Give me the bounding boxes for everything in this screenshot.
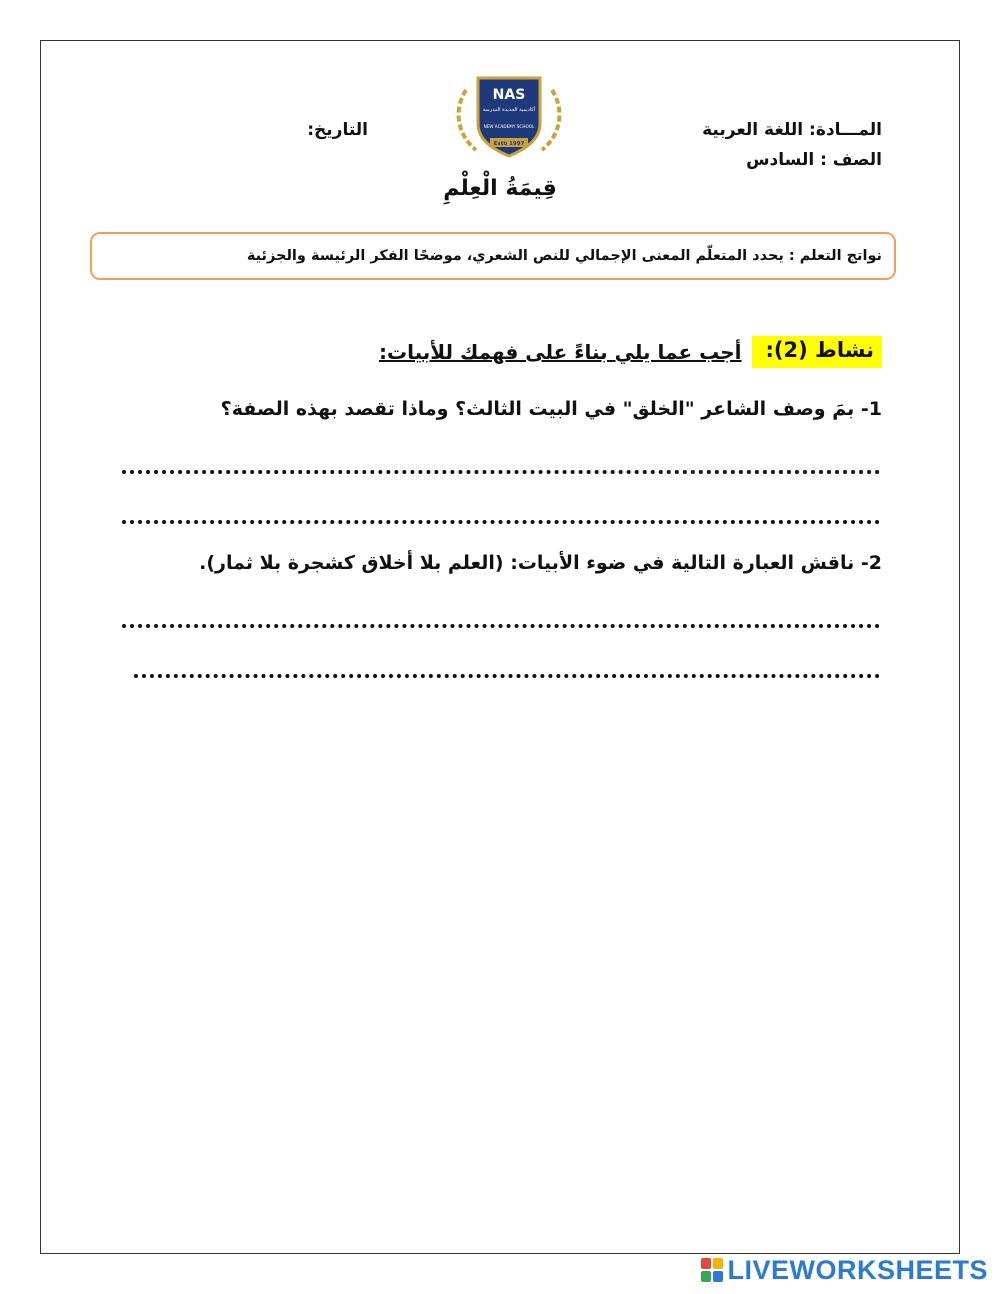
answer-line-1a[interactable] (122, 470, 880, 474)
liveworksheets-brand (701, 1254, 988, 1286)
question-1: 1- بمَ وصف الشاعر "الخلق" في البيت الثالث؟ وماذا تقصد بهذه الصفة؟ (220, 398, 882, 420)
answer-line-2b[interactable] (134, 674, 880, 678)
activity-instruction: أجب عما يلي بناءً على فهمك للأبيات: (379, 340, 742, 364)
activity-label: نشاط (2): (752, 336, 882, 368)
activity-heading (379, 336, 882, 368)
learning-outcomes-box (90, 232, 896, 280)
liveworksheets-text: LIVEWORKSHEETS (727, 1254, 988, 1285)
logo-est: Estb 1997 (493, 141, 525, 147)
logo-name: NAS (492, 87, 526, 103)
date-label: التاريخ: (307, 120, 368, 140)
worksheet-frame (40, 40, 960, 1254)
worksheet-title: قِيمَةُ الْعِلْمِ (443, 176, 557, 201)
liveworksheets-icon (701, 1258, 723, 1282)
question-2: 2- ناقش العبارة التالية في ضوء الأبيات: (العلم بلا أخلاق كشجرة بلا ثمار). (199, 552, 882, 574)
subject-label: المـــادة: اللغة العربية (702, 120, 882, 140)
grade-label: الصف : السادس (746, 150, 882, 170)
school-logo (450, 72, 568, 162)
answer-line-2a[interactable] (122, 624, 880, 628)
logo-english: NEW ACADEMY SCHOOL (483, 124, 535, 129)
learning-outcomes-text: نواتج التعلم : يحدد المتعلّم المعنى الإجمالي للنص الشعري، موضحًا الفكر الرئيسة والجزئية (246, 248, 882, 264)
answer-line-1b[interactable] (122, 520, 880, 524)
logo-arabic: أكاديمية الجديدة المدرسة (482, 107, 536, 113)
